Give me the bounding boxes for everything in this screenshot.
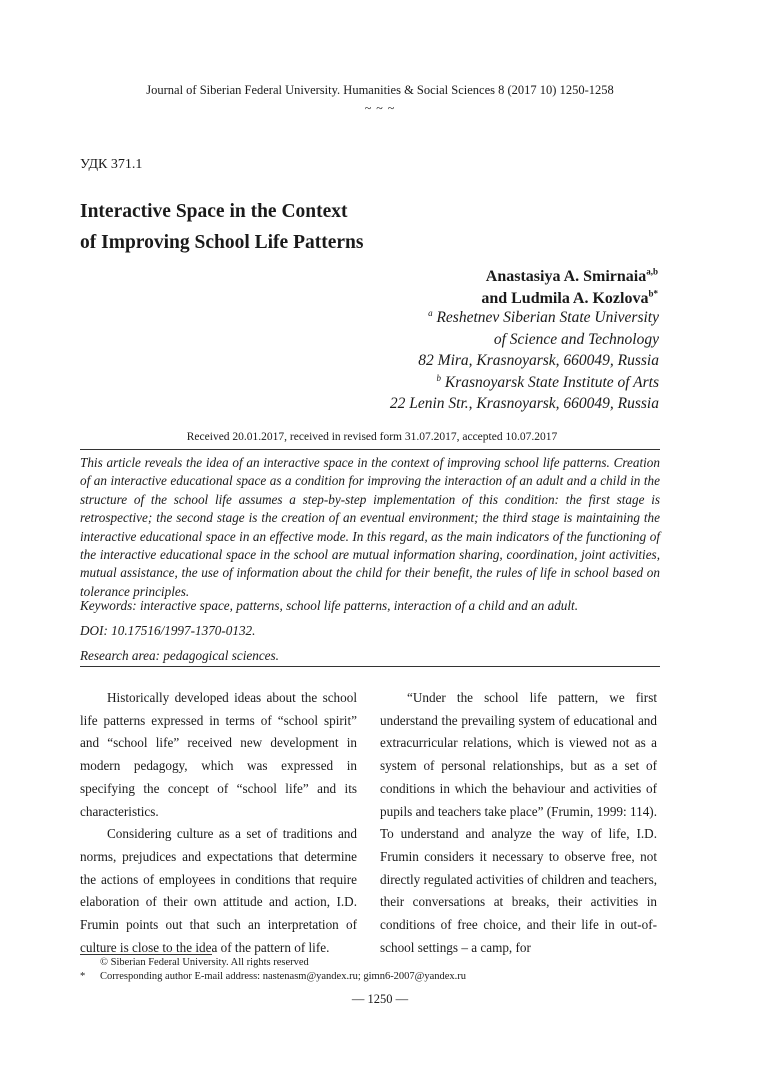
affiliation-line: 82 Mira, Krasnoyarsk, 660049, Russia [418, 352, 659, 369]
affiliations-block [390, 307, 659, 415]
footnote-corresponding: * Corresponding author E-mail address: nastenasm@yandex.ru; gimn6-2007@yandex.ru [80, 971, 467, 982]
affiliation-line: $^b$ Krasnoyarsk State Institute of Arts [436, 372, 659, 391]
udc-code: УДК 371.1 [80, 157, 143, 172]
title-line-2: of Improving School Life Patterns [80, 232, 364, 253]
abstract-top-rule [80, 449, 660, 450]
affiliation-line: 22 Lenin Str., Krasnoyarsk, 660049, Russia [389, 395, 659, 412]
authors-block [481, 266, 658, 310]
affiliation-sup: b [436, 372, 441, 383]
author-1 [481, 266, 658, 288]
author-2-sup: b* [648, 288, 658, 299]
affiliation-sup: a [428, 307, 433, 318]
doi: DOI: 10.17516/1997-1370-0132. [80, 623, 256, 638]
abstract: This article reveals the idea of an interactive space in the context of improving school life patterns. Creation of an interactive educational space as a condition for improving the interaction of an adult and a child in the structure of the school life assumes a step-by-step implementation of this condition: the first stage is retrospective; the second stage is the creation of an eventual environment; the third stage is maintaining the interactive educational space in an effective mode. In this regard, as the main indicators of the functioning of the interactive educational space in the school are mutual information sharing, coordination, joint activities, mutual assistance, the use of information about the child for their benefit, the rules of life in school based on tolerance principles. [80, 455, 660, 599]
author-1-sup: a,b [646, 266, 658, 277]
received-dates: Received 20.01.2017, received in revised form 31.07.2017, accepted 10.07.2017 [186, 431, 558, 443]
title-line-1: Interactive Space in the Context [80, 201, 348, 222]
affiliation-line: $^a$ Reshetnev Siberian State University [428, 307, 659, 326]
footnote-rule [80, 954, 212, 955]
journal-header: Journal of Siberian Federal University. Humanities & Social Sciences 8 (2017 10) 1250-1258 [146, 83, 614, 97]
body-paragraph: Historically developed ideas about the school life patterns expressed in terms of “school spirit” and “school life” received new development in modern pedagogy, which was expressed in specifying the concept of “school life” and its characteristics. [80, 690, 357, 819]
author-1-name: Anastasiya A. Smirnaia [485, 268, 647, 285]
body-paragraph: Considering culture as a set of traditions and norms, prejudices and expectations that determine the actions of employees in conditions that require elaboration of their own attitude and action, I.D. Frumin points out that such an interpretation of culture is close to the idea of the pattern of life. [80, 826, 357, 955]
research-area: Research area: pedagogical sciences. [80, 648, 279, 663]
keywords: Keywords: interactive space, patterns, school life patterns, interaction of a child and an adult. [80, 598, 579, 613]
body-column-right [380, 687, 657, 959]
article-title [80, 196, 560, 258]
body-paragraph: “Under the school life pattern, we first understand the prevailing system of educational and extracurricular relations, which is viewed not as a system of personal relationships, but as a set of conditions in which the behaviour and activities of pupils and teachers take place” (Frumin, 1999: 114). To understand and analyze the way of life, I.D. Frumin considers it necessary to observe free, not directly regulated activities of children and teachers, their conversations at breaks, their activities in conditions of free choice, and their life in out-of-school settings – a camp, for [380, 690, 657, 955]
body-column-left [80, 687, 357, 959]
footnote-copyright: © Siberian Federal University. All rights reserved [100, 957, 309, 968]
footnote-mark: * [80, 971, 86, 982]
header-separator: ~ ~ ~ [364, 101, 396, 115]
abstract-bottom-rule [80, 666, 660, 667]
affiliation-line: of Science and Technology [493, 330, 659, 348]
page-number: — 1250 — [351, 992, 409, 1006]
author-2-name: and Ludmila A. Kozlova [481, 290, 649, 307]
